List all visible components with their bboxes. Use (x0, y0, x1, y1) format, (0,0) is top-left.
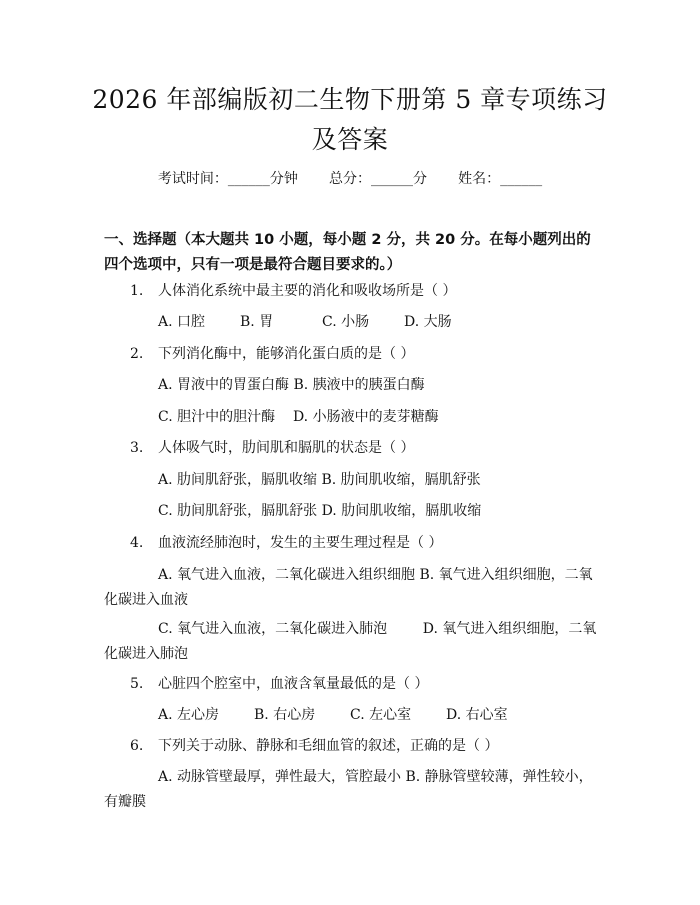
question-text: 下列关于动脉、静脉和毛细血管的叙述，正确的是（ ） (158, 738, 499, 754)
option-row (158, 407, 439, 427)
option-b: B. 静脉管壁较薄，弹性较小，有瓣膜 (104, 769, 593, 810)
option-row (158, 501, 481, 521)
option-row (104, 563, 600, 613)
student-name-label: 姓名：______ (458, 171, 543, 187)
question-number: 6. (130, 738, 144, 754)
question-number: 2. (130, 346, 144, 362)
exam-meta (0, 170, 700, 188)
option-a: A. 口腔 (158, 314, 206, 330)
section-header-choice: 一、选择题（本大题共 10 小题，每小题 2 分，共 20 分。在每小题列出的四个选项中，只有一项是最符合题目要求的。） (104, 232, 591, 273)
option-row (104, 765, 600, 815)
option-d: D. 肋间肌收缩，膈肌收缩 (321, 503, 482, 519)
question-number: 5. (130, 676, 144, 692)
question-number: 3. (130, 440, 144, 456)
option-b: B. 右心房 (254, 707, 316, 723)
option-c: C. 左心室 (350, 707, 412, 723)
question-text: 人体吸气时，肋间肌和膈肌的状态是（ ） (158, 440, 415, 456)
option-row (104, 617, 600, 667)
option-c: C. 肋间肌舒张，膈肌舒张 (158, 503, 318, 519)
question-text: 人体消化系统中最主要的消化和吸收场所是（ ） (158, 283, 457, 299)
option-a: A. 动脉管壁最厚，弹性最大，管腔最小 (158, 769, 402, 785)
option-b: B. 肋间肌收缩，膈肌舒张 (321, 472, 481, 488)
option-a: A. 肋间肌舒张，膈肌收缩 (158, 472, 318, 488)
option-a: A. 氧气进入血液，二氧化碳进入组织细胞 (158, 567, 416, 583)
exam-time-label: 考试时间：______分钟 (157, 171, 298, 187)
option-row (158, 705, 508, 725)
option-d: D. 小肠液中的麦芽糖酶 (292, 409, 439, 425)
question-number: 1. (130, 283, 144, 299)
option-c: C. 小肠 (322, 314, 370, 330)
page-title: 2026 年部编版初二生物下册第 5 章专项练习及答案 (92, 85, 608, 154)
option-c: C. 胆汁中的胆汁酶 (158, 409, 276, 425)
option-row (158, 375, 425, 395)
total-score-label: 总分：______分 (329, 171, 427, 187)
option-b: B. 氧气进入组织细胞，二氧化碳进入血液 (104, 567, 593, 608)
option-d: D. 大肠 (404, 314, 452, 330)
option-row (158, 470, 481, 490)
question-text: 下列消化酶中，能够消化蛋白质的是（ ） (158, 346, 415, 362)
question-text: 血液流经肺泡时，发生的主要生理过程是（ ） (158, 535, 443, 551)
option-a: A. 左心房 (158, 707, 220, 723)
option-a: A. 胃液中的胃蛋白酶 (158, 377, 290, 393)
option-c: C. 氧气进入血液，二氧化碳进入肺泡 (158, 621, 388, 637)
option-d: D. 右心室 (446, 707, 508, 723)
question-number: 4. (130, 535, 144, 551)
question-text: 心脏四个腔室中，血液含氧量最低的是（ ） (158, 676, 429, 692)
option-row (158, 312, 452, 332)
option-d: D. 氧气进入组织细胞，二氧化碳进入肺泡 (104, 621, 597, 662)
option-b: B. 胰液中的胰蛋白酶 (293, 377, 425, 393)
option-b: B. 胃 (240, 314, 274, 330)
